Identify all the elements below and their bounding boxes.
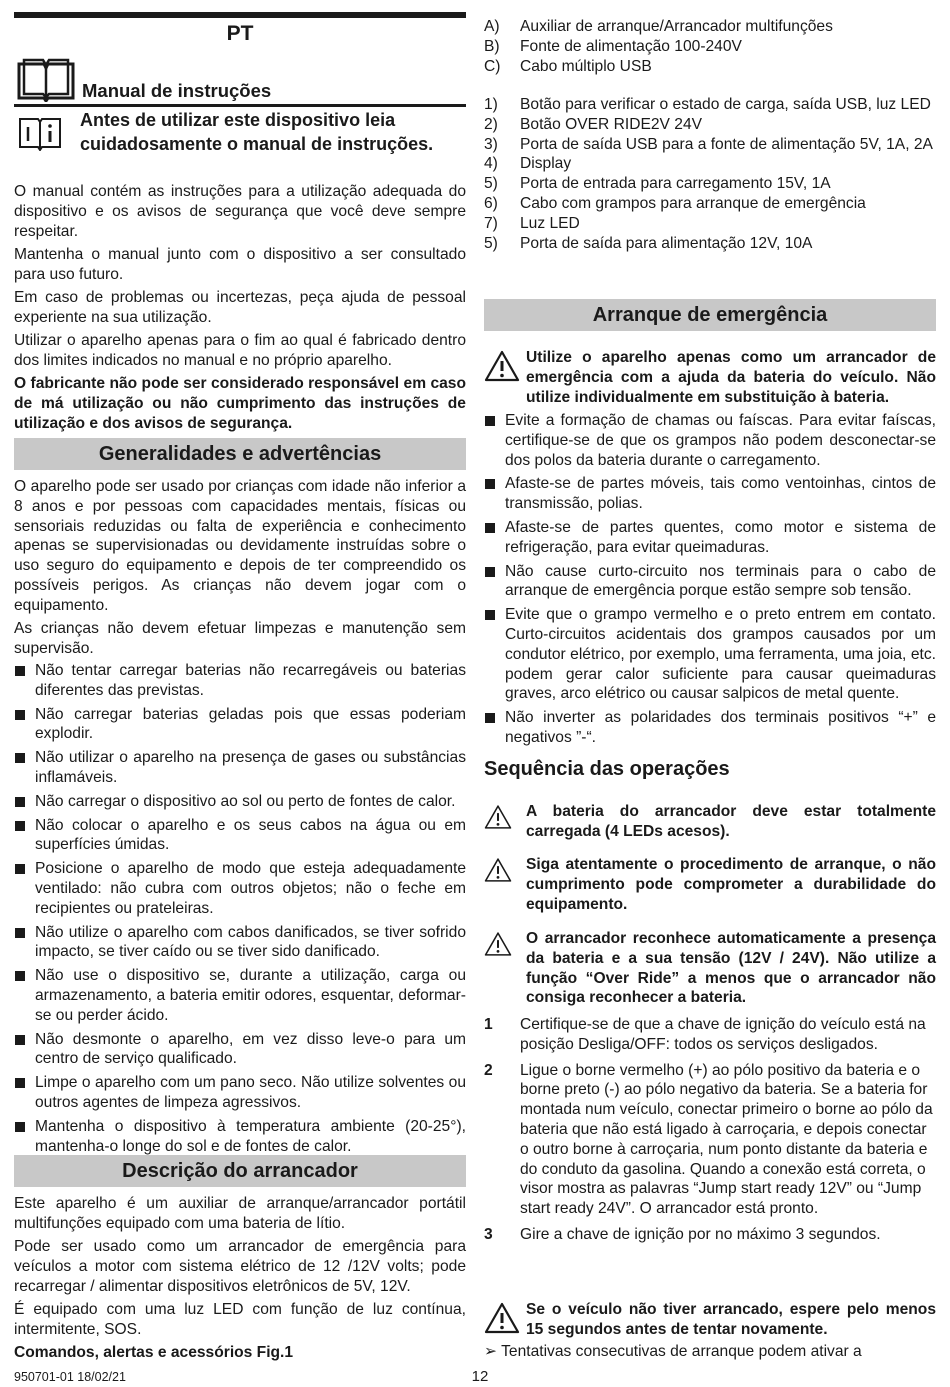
sequence-warning-3-text: O arrancador reconhece automaticamente a presença da bateria e a sua tensão (12V / 24V). Não utilize a função “Over Ride” a menos que o arrancador não consiga reconhecer a bateria. [526, 930, 936, 1007]
list-item: 6) Cabo com grampos para arranque de emergência [484, 194, 866, 212]
square-bullet-icon [485, 567, 495, 577]
list-item: 2) Botão OVER RIDE2V 24V [484, 115, 703, 133]
square-bullet-icon [15, 797, 25, 807]
square-bullet-icon [15, 864, 25, 874]
square-bullet-icon [485, 713, 495, 723]
list-item: Evite a formação de chamas ou faíscas. Para evitar faíscas, certifique-se de que os grampos não podem desconectar-se dos polos da bateria durante o carregamento. [484, 411, 936, 470]
list-item: Não utilize o aparelho com cabos danificados, se tiver sofrido impacto, se tiver caído ou se tiver sido danificado. [14, 923, 466, 963]
square-bullet-icon [15, 1035, 25, 1045]
sequence-warning-3 [484, 929, 936, 1008]
square-bullet-icon [485, 523, 495, 533]
emergency-warning [484, 348, 936, 407]
list-item: Afaste-se de partes quentes, como motor e sistema de refrigeração, para evitar queimaduras. [484, 518, 936, 558]
document-code: 950701-01 18/02/21 [14, 1370, 126, 1384]
list-item: 3) Porta de saída USB para a fonte de alimentação 5V, 1A, 2A [484, 135, 933, 153]
square-bullet-icon [485, 479, 495, 489]
top-rule [14, 12, 466, 18]
book-icon [16, 58, 76, 102]
sequence-warning-2-text: Siga atentamente o procedimento de arranque, o não cumprimento pode comprometer a durabilidade do equipamento. [526, 856, 936, 913]
square-bullet-icon [15, 1078, 25, 1088]
list-item: Não carregar baterias geladas pois que essas poderiam explodir. [14, 705, 466, 745]
list-item: B) Fonte de alimentação 100-240V [484, 37, 742, 55]
info-book-icon [18, 115, 62, 151]
list-item: Não tentar carregar baterias não recarregáveis ou baterias diferentes das previstas. [14, 661, 466, 701]
operation-steps [484, 1015, 936, 1251]
square-bullet-icon [15, 710, 25, 720]
list-item: Não use o dispositivo se, durante a utilização, carga ou armazenamento, a bateria emitir odores, esquentar, deformar-se ou perder ácido. [14, 966, 466, 1025]
language-code: PT [226, 22, 254, 45]
general-paragraph-2: As crianças não devem efetuar limpezas e manutenção sem supervisão. [14, 620, 466, 657]
manual-header [14, 58, 466, 104]
list-item: 1 Certifique-se de que a chave de ignição do veículo está na posição Desliga/OFF: todos os serviços desligados. [484, 1016, 926, 1053]
section-general-title: Generalidades e advertências [14, 438, 466, 470]
square-bullet-icon [15, 821, 25, 831]
list-item: Não cause curto-circuito nos terminais para o cabo de arranque de emergência porque estão sempre sob tensão. [484, 562, 936, 602]
accessories-list [484, 17, 936, 76]
list-item: Evite que o grampo vermelho e o preto entrem em contato. Curto-circuitos acidentais dos grampos causados por um condutor elétrico, por exemplo, uma ferramenta, uma joia, etc. podem gerar calor suficiente para causar queimaduras graves, arco elétrico ou causar salpicos de metal quente. [484, 605, 936, 704]
page-number: 12 [471, 1368, 489, 1385]
list-item: Não carregar o dispositivo ao sol ou perto de fontes de calor. [14, 792, 466, 812]
emergency-precautions-list [484, 411, 936, 752]
controls-list [484, 95, 936, 253]
list-item: C) Cabo múltiplo USB [484, 57, 652, 75]
manual-title: Manual de instruções [82, 80, 272, 101]
sequence-warning-1 [484, 802, 936, 842]
list-item: Mantenha o dispositivo à temperatura ambiente (20-25°), mantenha-o longe do sol e de fontes de calor. [14, 1117, 466, 1157]
warning-triangle-icon [484, 1302, 520, 1334]
list-item: 2 Ligue o borne vermelho (+) ao pólo positivo da bateria e o borne preto (-) ao pólo negativo da bateria. Se a bateria for montada num veículo, conectar primeiro o borne ao pólo da bateria que não está ligado à carroçaria, e depois conectar o outro borne à carroçaria, num ponto distante da bateria e do conduto da gasolina. Quando a conexão está correta, o visor mostra as palavras “Jump start ready 12V” ou “Jump start ready 24V”. O arrancador está pronto. [484, 1061, 933, 1218]
warning-triangle-icon [484, 857, 512, 883]
warning-triangle-icon [484, 804, 512, 830]
square-bullet-icon [15, 971, 25, 981]
section-sequence-title: Sequência das operações [484, 758, 730, 780]
list-item: 1) Botão para verificar o estado de carga, saída USB, luz LED [484, 96, 931, 113]
square-bullet-icon [15, 928, 25, 938]
intro-paragraph-4: Utilizar o aparelho apenas para o fim ao qual é fabricado dentro dos limites indicados no manual e no próprio aparelho. [14, 332, 466, 369]
sequence-warning-2 [484, 855, 936, 914]
read-manual-text: Antes de utilizar este dispositivo leia cuidadosamente o manual de instruções. [80, 110, 434, 154]
description-paragraph-4: Comandos, alertas e acessórios Fig.1 [14, 1344, 294, 1361]
description-paragraph-1: Este aparelho é um auxiliar de arranque/arrancador portátil multifunções equipado com uma bateria de lítio. [14, 1195, 466, 1232]
list-item: A) Auxiliar de arranque/Arrancador multifunções [484, 18, 833, 35]
manufacturer-disclaimer: O fabricante não pode ser considerado responsável em caso de má utilização ou não cumprimento das instruções de utilização e dos avisos de segurança. [14, 375, 466, 432]
emergency-warning-text: Utilize o aparelho apenas como um arrancador de emergência com a ajuda da bateria do veículo. Não utilize individualmente em substituição à bateria. [526, 349, 936, 406]
section-emergency-title: Arranque de emergência [484, 299, 936, 331]
list-item: Afaste-se de partes móveis, tais como ventoinhas, cintos de transmissão, polias. [484, 474, 936, 514]
square-bullet-icon [15, 753, 25, 763]
manual-rule [14, 104, 466, 107]
section-description-title: Descrição do arrancador [14, 1155, 466, 1187]
square-bullet-icon [15, 666, 25, 676]
list-item: Não inverter as polaridades dos terminais positivos “+” e negativos ”-“. [484, 708, 936, 748]
general-warnings-list [14, 661, 466, 1160]
sequence-warning-4-text: Se o veículo não tiver arrancado, espere pelo menos 15 segundos antes de tentar novamente. [526, 1301, 936, 1338]
list-item: 3 Gire a chave de ignição por no máximo 3 segundos. [484, 1225, 881, 1243]
warning-triangle-icon [484, 350, 520, 382]
square-bullet-icon [485, 610, 495, 620]
list-item: 5) Porta de entrada para carregamento 15V, 1A [484, 175, 831, 193]
square-bullet-icon [485, 416, 495, 426]
list-item: Limpe o aparelho com um pano seco. Não utilize solventes ou outros agentes de limpeza agressivos. [14, 1073, 466, 1113]
list-item: 5) Porta de saída para alimentação 12V, 10A [484, 234, 813, 252]
list-item: Não colocar o aparelho e os seus cabos na água ou em superfícies úmidas. [14, 816, 466, 856]
general-paragraph-1: O aparelho pode ser usado por crianças com idade não inferior a 8 anos e por pessoas com capacidades mentais, físicas ou sensoriais reduzidas ou falta de experiência e conhecimento apenas se supervisionadas ou devidamente instruídas sobre o uso seguro do equipamento e depois de ter compreendido os possíveis perigos. As crianças não devem jogar com o equipamento. [14, 478, 466, 614]
list-item: 7) Luz LED [484, 214, 580, 232]
description-paragraph-3: É equipado com uma luz LED com função de luz contínua, intermitente, SOS. [14, 1301, 466, 1338]
sequence-warning-4 [484, 1300, 936, 1340]
intro-paragraph-3: Em caso de problemas ou incertezas, peça ajuda de pessoal experiente na sua utilização. [14, 289, 466, 326]
square-bullet-icon [15, 1122, 25, 1132]
sequence-note: ➢ Tentativas consecutivas de arranque podem ativar a [484, 1343, 862, 1360]
list-item: Posicione o aparelho de modo que esteja adequadamente ventilado: não cubra com outros objetos; não o feche em recipientes ou prateleiras. [14, 859, 466, 918]
intro-paragraph-2: Mantenha o manual junto com o dispositivo a ser consultado para uso futuro. [14, 246, 466, 283]
list-item: Não desmonte o aparelho, em vez disso leve-o para um centro de serviço qualificado. [14, 1030, 466, 1070]
description-paragraph-2: Pode ser usado como um arrancador de emergência para veículos a motor com sistema elétrico de 12 /12V volts; pode recarregar / alimentar dispositivos eletrônicos de 5V, 12V. [14, 1238, 466, 1295]
sequence-warning-1-text: A bateria do arrancador deve estar totalmente carregada (4 LEDs acesos). [526, 803, 936, 840]
intro-paragraph-1: O manual contém as instruções para a utilização adequada do dispositivo e os avisos de segurança que você deve sempre respeitar. [14, 183, 466, 240]
list-item: Não utilizar o aparelho na presença de gases ou substâncias inflamáveis. [14, 748, 466, 788]
warning-triangle-icon [484, 931, 512, 957]
list-item: 4) Display [484, 155, 572, 173]
